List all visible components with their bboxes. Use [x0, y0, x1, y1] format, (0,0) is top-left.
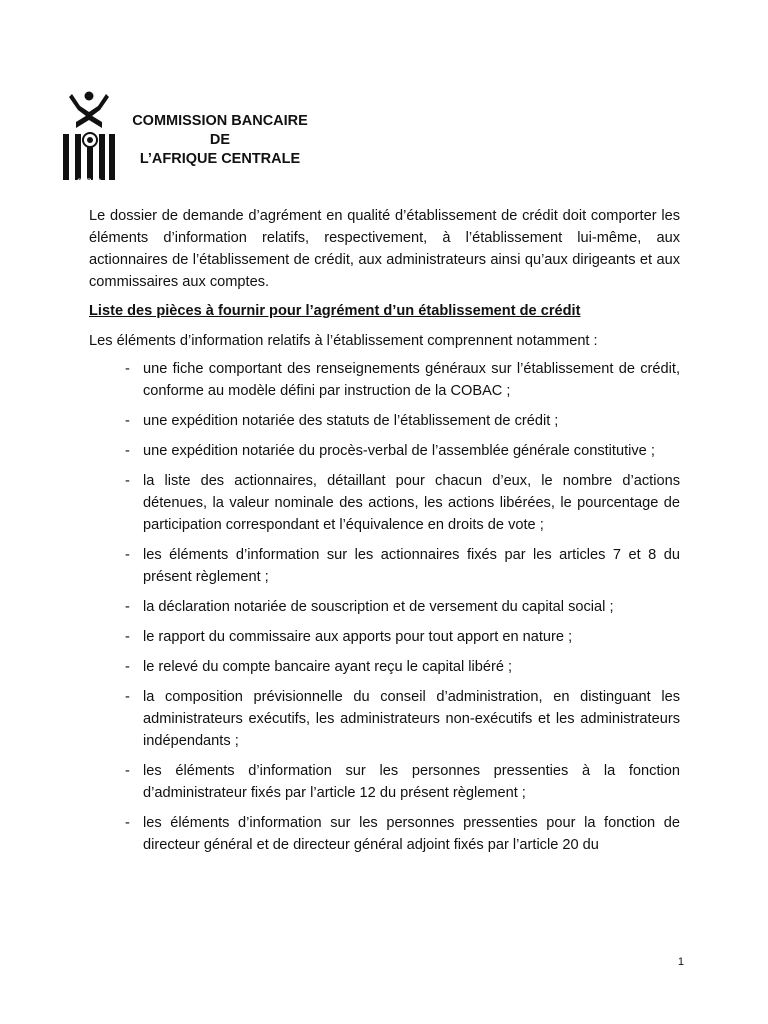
intro-paragraph: Le dossier de demande d’agrément en qualité d’établissement de crédit doit comporter les éléments d’information relatifs, respectivement, à l’établissement lui-même, aux actionnaires de l’établissement de crédit, aux administrateurs ainsi qu’aux dirigeants et aux commissaires aux comptes.	[89, 208, 680, 290]
dash-bullet: -	[125, 443, 130, 459]
page-number: 1	[677, 956, 684, 968]
dash-bullet: -	[125, 547, 130, 563]
list-item: - la liste des actionnaires, détaillant pour chacun d’eux, le nombre d’actions détenues, la valeur nominale des actions, les actions libérées, le pourcentage de participation correspondant et l’équivalence en droits de vote ;	[89, 470, 680, 536]
header-line-2: DE	[209, 132, 231, 148]
list-item: - le relevé du compte bancaire ayant reçu le capital libéré ;	[89, 656, 680, 678]
logo-text: COBAC	[77, 178, 101, 184]
list-item: - la composition prévisionnelle du conseil d’administration, en distinguant les administrateurs exécutifs, les administrateurs non-exécutifs et les administrateurs indépendants ;	[89, 686, 680, 752]
list-item: - les éléments d’information sur les actionnaires fixés par les articles 7 et 8 du présent règlement ;	[89, 544, 680, 588]
list-item: - les éléments d’information sur les personnes pressenties pour la fonction de directeur général et de directeur général adjoint fixés par l’article 20 du	[89, 812, 680, 856]
list-item: - une expédition notariée du procès-verbal de l’assemblée générale constitutive ;	[89, 440, 680, 462]
cobac-emblem-icon	[62, 88, 116, 184]
header-line-1: COMMISSION BANCAIRE	[132, 113, 308, 129]
header-line-3: L’AFRIQUE CENTRALE	[139, 151, 301, 167]
list-lead-text: Les éléments d’information relatifs à l’établissement comprennent notamment :	[89, 333, 598, 349]
section-title: Liste des pièces à fournir pour l’agrément d’un établissement de crédit	[89, 303, 581, 319]
dash-bullet: -	[125, 599, 130, 615]
dash-bullet: -	[125, 689, 130, 705]
list-item: - le rapport du commissaire aux apports pour tout apport en nature ;	[89, 626, 680, 648]
dash-bullet: -	[125, 659, 130, 675]
dash-bullet: -	[125, 473, 130, 489]
list-item: - une fiche comportant des renseignements généraux sur l’établissement de crédit, conforme au modèle défini par instruction de la COBAC ;	[89, 358, 680, 402]
dash-bullet: -	[125, 629, 130, 645]
dash-bullet: -	[125, 763, 130, 779]
required-documents-list	[89, 358, 680, 856]
list-item: - les éléments d’information sur les personnes pressenties à la fonction d’administrateur fixés par l’article 12 du présent règlement ;	[89, 760, 680, 804]
document-body	[89, 205, 680, 864]
dash-bullet: -	[125, 815, 130, 831]
dash-bullet: -	[125, 413, 130, 429]
list-item: - une expédition notariée des statuts de l’établissement de crédit ;	[89, 410, 680, 432]
list-item: - la déclaration notariée de souscription et de versement du capital social ;	[89, 596, 680, 618]
institution-header	[112, 112, 328, 169]
dash-bullet: -	[125, 361, 130, 377]
